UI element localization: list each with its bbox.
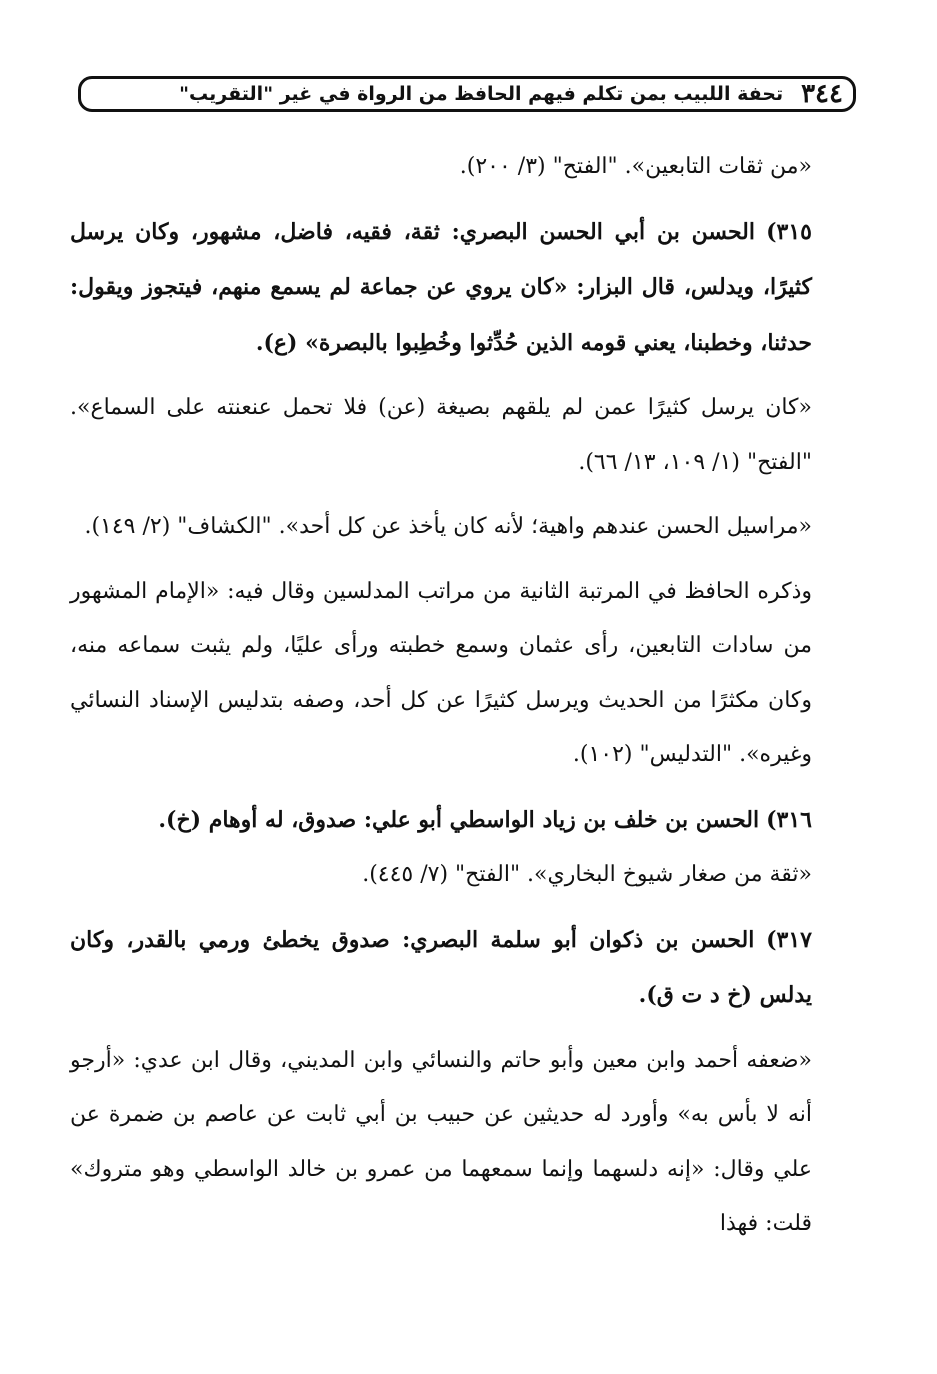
paragraph: [70, 500, 860, 555]
entry-number: ٣١٦): [766, 806, 812, 833]
paragraph-text: «من ثقات التابعين». "الفتح" (٣/ ٢٠٠).: [459, 154, 812, 179]
entry-316: [70, 793, 860, 849]
paragraph: [70, 565, 860, 783]
paragraph: [70, 1034, 860, 1252]
entry-number: ٣١٧): [766, 926, 812, 953]
entry-text: الحسن بن خلف بن زياد الواسطي أبو علي: صدوق، له أوهام (خ).: [158, 806, 760, 833]
page-header: [78, 76, 856, 112]
entry-317: [70, 913, 860, 1024]
paragraph-text: «كان يرسل كثيرًا عمن لم يلقهم بصيغة (عن) فلا تحمل عنعنته على السماع». "الفتح" (١/ ١٠٩، ١٣/ ٦٦).: [70, 395, 812, 475]
paragraph-text: «ضعفه أحمد وابن معين وأبو حاتم والنسائي وابن المديني، وقال ابن عدي: «أرجو أنه لا بأس به» وأورد له حديثين عن حبيب بن أبي ثابت عن عاصم بن ضمرة عن علي وقال: «إنه دلسهما وإنما سمعهما من عمرو بن خالد الواسطي وهو متروك» قلت: فهذا: [70, 1047, 812, 1236]
page-body: [70, 140, 860, 1262]
entry-number: ٣١٥): [766, 218, 812, 245]
paragraph: [70, 848, 860, 903]
paragraph-text: «ثقة من صغار شيوخ البخاري». "الفتح" (٧/ ٤٤٥).: [362, 862, 812, 887]
entry-315: [70, 205, 860, 372]
entry-text: الحسن بن أبي الحسن البصري: ثقة، فقيه، فاضل، مشهور، وكان يرسل كثيرًا، ويدلس، قال البزار: «كان يروي عن جماعة لم يسمع منهم، فيتجوز ويقول: حدثنا، وخطبنا، يعني قومه الذين حُدِّثوا وخُطِبوا بالبصرة» (ع).: [70, 218, 812, 356]
paragraph-text: «مراسيل الحسن عندهم واهية؛ لأنه كان يأخذ عن كل أحد». "الكشاف" (٢/ ١٤٩).: [84, 514, 812, 539]
paragraph-text: وذكره الحافظ في المرتبة الثانية من مراتب المدلسين وقال فيه: «الإمام المشهور من سادات التابعين، رأى عثمان وسمع خطبته ورأى عليًا، ولم يثبت سماعه منه، وكان مكثرًا من الحديث ويرسل كثيرًا عن كل أحد، وصفه بتدليس الإسناد النسائي وغيره». "التدليس" (١٠٢).: [70, 578, 812, 767]
paragraph: [70, 140, 860, 195]
running-title: تحفة اللبيب بمن تكلم فيهم الحافظ من الرواة في غير "التقريب": [179, 82, 784, 105]
entry-text: الحسن بن ذكوان أبو سلمة البصري: صدوق يخطئ ورمي بالقدر، وكان يدلس (خ د ت ق).: [70, 926, 812, 1008]
page-number: ٣٤٤: [801, 79, 843, 109]
paragraph: [70, 381, 860, 490]
